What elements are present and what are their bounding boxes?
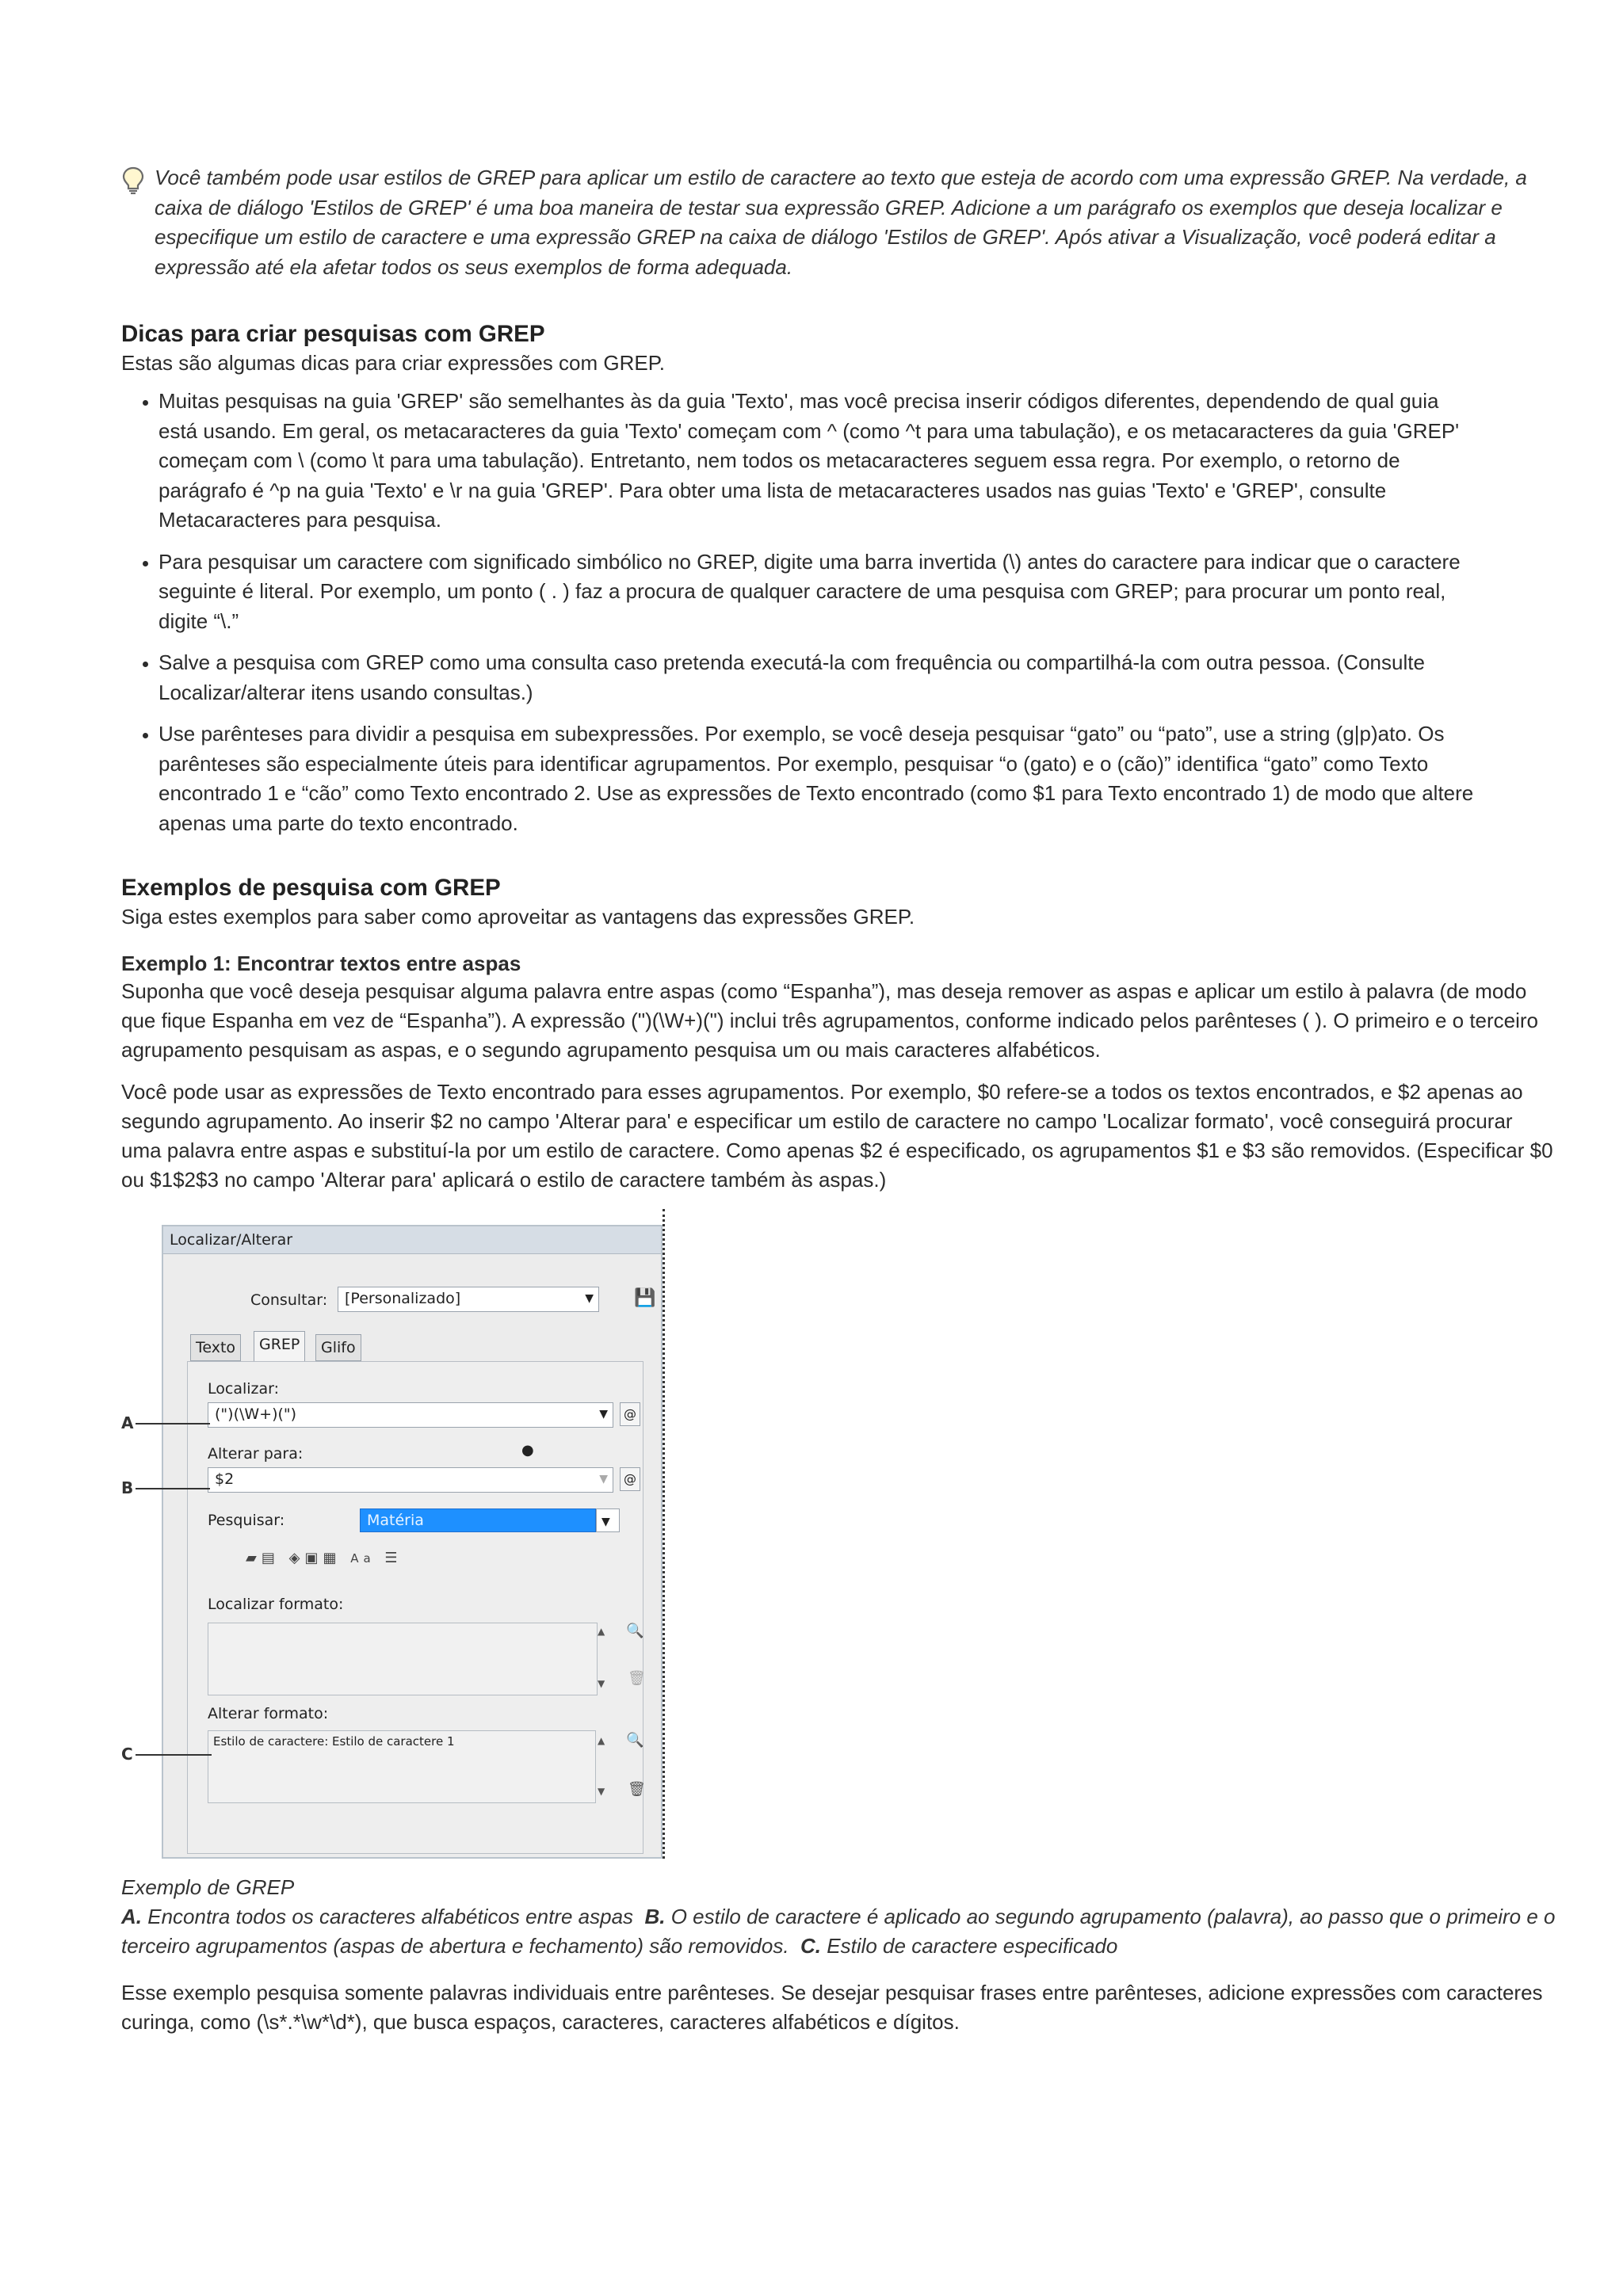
list-item: • Para pesquisar um caractere com significado simbólico no GREP, digite uma barra invertida (\) antes do caractere para indicar que o caractere seguinte é literal. Por exemplo, um ponto ( . ) faz a procura de qualquer caractere de uma pesquisa com GREP; para procurar um ponto real, digite “\.” bbox=[158, 547, 1556, 637]
callout-a-line bbox=[136, 1423, 210, 1425]
section-heading-tips: Dicas para criar pesquisas com GREP bbox=[121, 321, 545, 347]
section-intro-tips: Estas são algumas dicas para criar expressões com GREP. bbox=[121, 351, 665, 375]
case-sensitive-icon[interactable]: Aa bbox=[350, 1551, 376, 1566]
dialog-title: Localizar/Alterar bbox=[163, 1226, 661, 1254]
search-scope-dropdown[interactable] bbox=[596, 1508, 620, 1532]
list-item: • Use parênteses para dividir a pesquisa em subexpressões. Por exemplo, se você deseja pesquisar “gato” ou “pato”, use a string (g|p)ato. Os parênteses são especialmente úteis para identificar agrupamentos. Por exemplo, pesquisar “o (gato) e o (cão)” identifica “gato” como Texto encontrado 1 e “cão” como Texto encontrado 2. Use as expressões de Texto encontrado (como $1 para Texto encontrado 1) de modo que altere apenas uma parte do texto encontrado. bbox=[158, 719, 1556, 838]
trash-icon[interactable]: 🗑 bbox=[628, 1781, 646, 1798]
scroll-up-icon[interactable]: ▲ bbox=[598, 1735, 605, 1746]
tip-text: Você também pode usar estilos de GREP para aplicar um estilo de caractere ao texto que esteja de acordo com uma expressão GREP. Na verdade, a caixa de diálogo 'Estilos de GREP' é uma boa maneira de testar sua expressão GREP. Adicione a um parágrafo os exemplos que deseja localizar e especifique um estilo de caractere e uma expressão GREP na caixa de diálogo 'Estilos de GREP'. Após ativar a Visualização, você poderá editar a expressão até ela afetar todos os seus exemplos de forma adequada. bbox=[155, 166, 1527, 279]
specify-format-icon[interactable]: 🔍 bbox=[626, 1732, 644, 1749]
tips-list bbox=[121, 387, 1556, 838]
change-format-box[interactable] bbox=[208, 1730, 596, 1803]
list-item: • Salve a pesquisa com GREP como uma consulta caso pretenda executá-la com frequência ou compartilhá-la com outra pessoa. (Consulte Localizar/alterar itens usando consultas.) bbox=[158, 648, 1556, 707]
example1-heading: Exemplo 1: Encontrar textos entre aspas bbox=[121, 952, 521, 975]
tip-note bbox=[121, 163, 1556, 282]
find-value: (")(\W+)(") bbox=[215, 1405, 297, 1423]
footnotes-icon[interactable]: ▦ bbox=[323, 1550, 342, 1566]
query-label: Consultar: bbox=[250, 1291, 328, 1309]
list-item: • Muitas pesquisas na guia 'GREP' são semelhantes às da guia 'Texto', mas você precisa inserir códigos diferentes, dependendo de qual guia está usando. Em geral, os metacaracteres da guia 'Texto' começam com ^ (como ^t para uma tabulação), e os metacaracteres da guia 'GREP' começam com \ (como \t para uma tabulação). Entretanto, nem todos os metacaracteres seguem essa regra. Por exemplo, o retorno de parágrafo é ^p na guia 'Texto' e \r na guia 'GREP'. Para obter uma lista de metacaracteres usados nas guias 'Texto' e 'GREP', consulte Metacaracteres para pesquisa. bbox=[158, 387, 1556, 536]
caption-label-c: C. bbox=[800, 1934, 822, 1958]
example1-para1: Suponha que você deseja pesquisar alguma palavra entre aspas (como “Espanha”), mas deseja remover as aspas e aplicar um estilo à palavra (de modo que fique Espanha em vez de “Espanha”). A expressão (")(\W+)(") inclui três agrupamentos, conforme indicado pelos parênteses ( ). O primeiro e o terceiro agrupamento pesquisam as aspas, e o segundo agrupamento pesquisa um ou mais caracteres alfabéticos. bbox=[121, 979, 1539, 1062]
find-input[interactable] bbox=[208, 1402, 613, 1428]
example1-para2: Você pode usar as expressões de Texto encontrado para esses agrupamentos. Por exemplo, $0 refere-se a todos os textos encontrados, e $2 apenas ao segundo agrupamento. Ao inserir $2 no campo 'Alterar para' e especificar um estilo de caractere no campo 'Localizar formato', você conseguirá procurar uma palavra entre aspas e substituí-la por um estilo de caractere. Como apenas $2 é especificado, os agrupamentos $1 e $3 são removidos. (Especificar $0 ou $1$2$3 no campo 'Alterar para' aplicará o estilo de caractere também às aspas.) bbox=[121, 1080, 1553, 1192]
section-intro-examples: Siga estes exemplos para saber como aproveitar as vantagens das expressões GREP. bbox=[121, 905, 915, 929]
caption-text-a: Encontra todos os caracteres alfabéticos entre aspas bbox=[147, 1905, 634, 1928]
tab-glyph[interactable]: Glifo bbox=[315, 1334, 361, 1361]
scroll-down-icon[interactable]: ▼ bbox=[598, 1786, 605, 1797]
caption-text-b: O estilo de caractere é aplicado ao segundo agrupamento (palavra), ao passo que o primeiro e o terceiro agrupamentos (aspas de abertura e fechamento) são removidos. bbox=[121, 1905, 1556, 1958]
change-format-value: Estilo de caractere: Estilo de caractere 1 bbox=[213, 1734, 455, 1749]
save-query-icon[interactable]: 💾 bbox=[634, 1288, 656, 1308]
chevron-down-icon: ▼ bbox=[599, 1473, 608, 1486]
change-format-label: Alterar formato: bbox=[208, 1705, 329, 1722]
scroll-up-icon[interactable]: ▲ bbox=[598, 1626, 605, 1637]
caption-label-b: B. bbox=[644, 1905, 666, 1928]
special-chars-button[interactable]: @ bbox=[620, 1402, 640, 1426]
callout-b-line bbox=[136, 1488, 210, 1489]
trash-icon[interactable]: 🗑 bbox=[628, 1670, 646, 1687]
find-format-label: Localizar formato: bbox=[208, 1596, 344, 1613]
specify-format-icon[interactable]: 🔍 bbox=[626, 1623, 644, 1639]
tab-grep[interactable]: GREP bbox=[254, 1331, 305, 1361]
search-label: Pesquisar: bbox=[208, 1512, 285, 1529]
query-select[interactable] bbox=[338, 1287, 599, 1312]
caption-text-c: Estilo de caractere especificado bbox=[827, 1934, 1118, 1958]
whole-word-icon[interactable]: ☰ bbox=[384, 1550, 403, 1566]
chevron-down-icon: ▼ bbox=[601, 1516, 610, 1528]
master-pages-icon[interactable]: ▣ bbox=[304, 1550, 323, 1566]
closing-paragraph: Esse exemplo pesquisa somente palavras individuais entre parênteses. Se desejar pesquisar frases entre parênteses, adicione expressões com caracteres curinga, como (\s*.*\w*\d*), que busca espaços, caracteres, caracteres alfabéticos e dígitos. bbox=[121, 1981, 1543, 2034]
hidden-layers-icon[interactable]: ◈ bbox=[288, 1550, 305, 1566]
chevron-down-icon: ▼ bbox=[585, 1292, 594, 1305]
locked-layers-icon[interactable]: ▰ bbox=[246, 1550, 262, 1566]
info-icon: ● bbox=[521, 1442, 534, 1459]
scroll-down-icon[interactable]: ▼ bbox=[598, 1678, 605, 1689]
change-input[interactable] bbox=[208, 1467, 613, 1493]
lightbulb-icon bbox=[121, 166, 145, 195]
callout-c: C bbox=[121, 1745, 133, 1764]
search-scope-select[interactable] bbox=[360, 1508, 596, 1532]
figure-crop-edge bbox=[663, 1209, 665, 1859]
find-change-dialog bbox=[162, 1225, 663, 1859]
chevron-down-icon: ▼ bbox=[599, 1408, 608, 1421]
locked-stories-icon[interactable]: ▤ bbox=[261, 1550, 280, 1566]
grep-example-figure bbox=[121, 1209, 676, 1859]
figure-caption-title: Exemplo de GREP bbox=[121, 1875, 295, 1899]
search-scope-value: Matéria bbox=[367, 1512, 424, 1529]
special-chars-button[interactable]: @ bbox=[620, 1467, 640, 1491]
change-label: Alterar para: bbox=[208, 1445, 304, 1463]
find-format-box[interactable] bbox=[208, 1623, 598, 1695]
find-label: Localizar: bbox=[208, 1380, 280, 1398]
figure-caption bbox=[121, 1902, 1556, 1961]
query-value: [Personalizado] bbox=[345, 1290, 461, 1307]
document-page bbox=[121, 163, 1556, 2037]
tab-text[interactable]: Texto bbox=[190, 1334, 241, 1361]
section-heading-examples: Exemplos de pesquisa com GREP bbox=[121, 875, 501, 901]
change-value: $2 bbox=[215, 1470, 235, 1488]
callout-a: A bbox=[121, 1413, 134, 1432]
callout-b: B bbox=[121, 1478, 134, 1497]
search-options-toolbar bbox=[246, 1550, 403, 1566]
caption-label-a: A. bbox=[121, 1905, 142, 1928]
callout-c-line bbox=[136, 1754, 212, 1756]
